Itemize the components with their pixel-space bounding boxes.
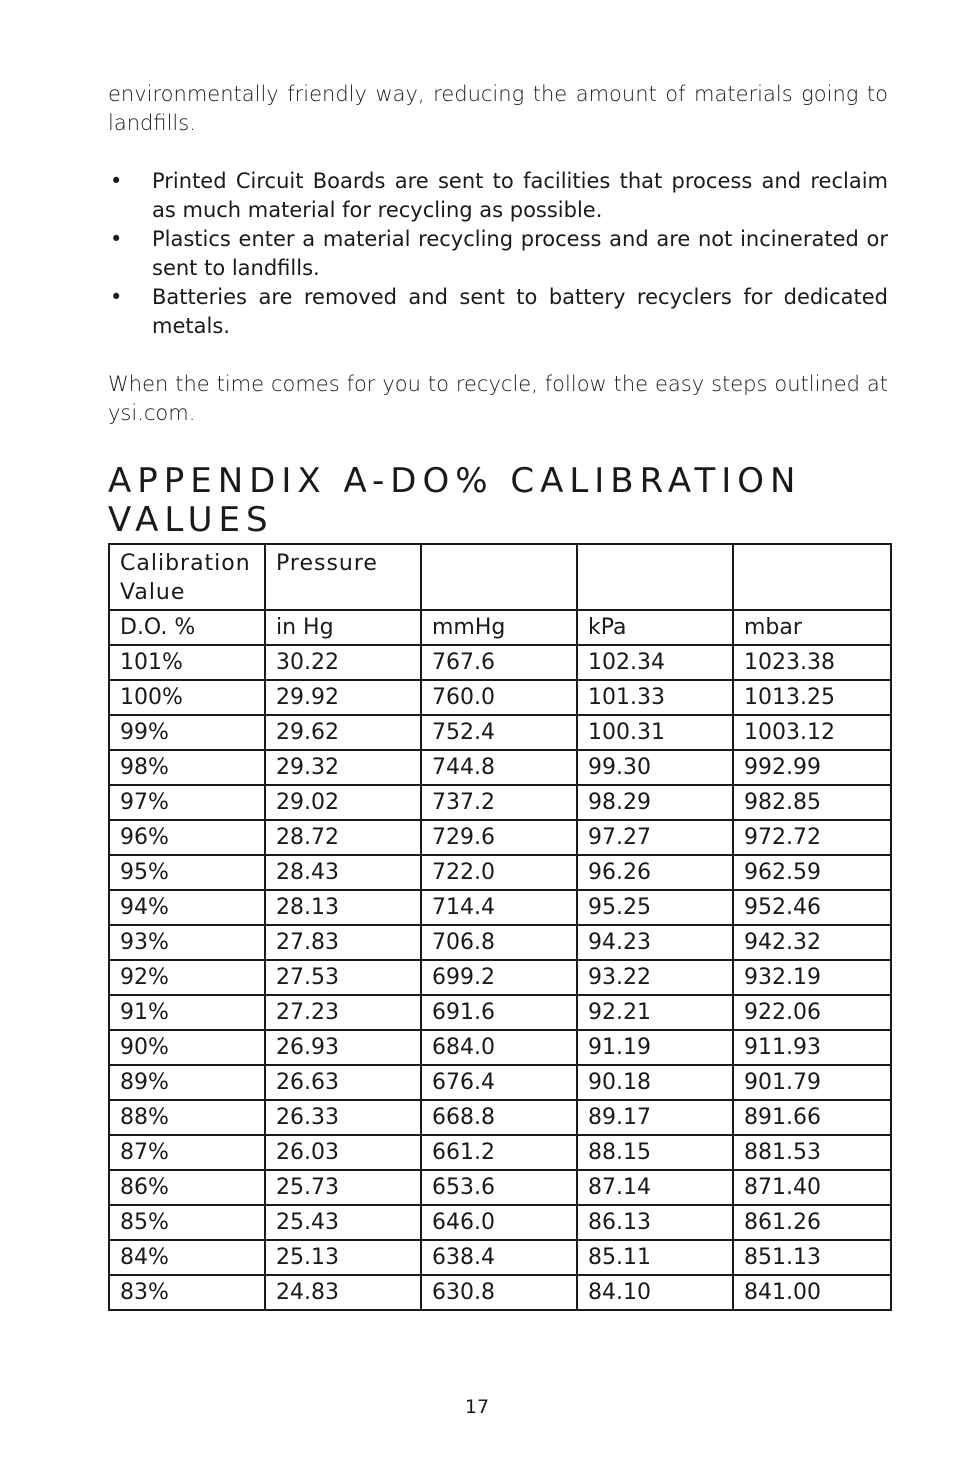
- header-pressure: Pressure: [265, 544, 421, 610]
- appendix-title: APPENDIX A-DO% CALIBRATION VALUES: [108, 461, 802, 540]
- cell-do-percent: 88%: [109, 1100, 265, 1135]
- page-content: [108, 80, 888, 544]
- cell-mmhg: 706.8: [421, 925, 577, 960]
- cell-mmhg: 767.6: [421, 645, 577, 680]
- bullet-item-circuit-boards: [108, 167, 888, 225]
- bullet-text: Plastics enter a material recycling process and are not incinerated or sent to landfills.: [152, 227, 888, 280]
- cell-do-percent: 101%: [109, 645, 265, 680]
- cell-do-percent: 93%: [109, 925, 265, 960]
- cell-mbar: 992.99: [733, 750, 891, 785]
- header-calibration-value: Calibration Value: [109, 544, 265, 610]
- cell-mmhg: 684.0: [421, 1030, 577, 1065]
- cell-in-hg: 26.03: [265, 1135, 421, 1170]
- cell-kpa: 86.13: [577, 1205, 733, 1240]
- cell-kpa: 102.34: [577, 645, 733, 680]
- cell-mbar: 982.85: [733, 785, 891, 820]
- cell-mmhg: 668.8: [421, 1100, 577, 1135]
- table-row: [109, 855, 891, 890]
- table-row: [109, 925, 891, 960]
- cell-mbar: 861.26: [733, 1205, 891, 1240]
- cell-do-percent: 98%: [109, 750, 265, 785]
- cell-mmhg: 691.6: [421, 995, 577, 1030]
- table-row: [109, 680, 891, 715]
- cell-mbar: 1023.38: [733, 645, 891, 680]
- calibration-table-body: [109, 544, 891, 1310]
- cell-in-hg: 28.72: [265, 820, 421, 855]
- cell-kpa: 85.11: [577, 1240, 733, 1275]
- table-row: [109, 1135, 891, 1170]
- table-row: [109, 820, 891, 855]
- cell-mmhg: 638.4: [421, 1240, 577, 1275]
- cell-mmhg: 676.4: [421, 1065, 577, 1100]
- table-row: [109, 715, 891, 750]
- bullet-icon: •: [110, 227, 123, 251]
- unit-kpa: kPa: [577, 610, 733, 645]
- cell-mmhg: 737.2: [421, 785, 577, 820]
- bullet-text: Printed Circuit Boards are sent to facilities that process and reclaim as much material for recycling as possible.: [152, 169, 888, 222]
- cell-do-percent: 87%: [109, 1135, 265, 1170]
- closing-paragraph: When the time comes for you to recycle, follow the easy steps outlined at ysi.com.: [108, 372, 888, 425]
- unit-do-percent: D.O. %: [109, 610, 265, 645]
- bullet-item-batteries: [108, 283, 888, 341]
- cell-do-percent: 95%: [109, 855, 265, 890]
- cell-kpa: 89.17: [577, 1100, 733, 1135]
- cell-mmhg: 722.0: [421, 855, 577, 890]
- header-blank: [733, 544, 891, 610]
- cell-in-hg: 29.32: [265, 750, 421, 785]
- cell-in-hg: 30.22: [265, 645, 421, 680]
- cell-mmhg: 699.2: [421, 960, 577, 995]
- cell-in-hg: 27.23: [265, 995, 421, 1030]
- cell-do-percent: 92%: [109, 960, 265, 995]
- cell-do-percent: 89%: [109, 1065, 265, 1100]
- cell-mmhg: 661.2: [421, 1135, 577, 1170]
- cell-kpa: 100.31: [577, 715, 733, 750]
- cell-do-percent: 86%: [109, 1170, 265, 1205]
- table-row: [109, 995, 891, 1030]
- cell-do-percent: 91%: [109, 995, 265, 1030]
- cell-do-percent: 90%: [109, 1030, 265, 1065]
- unit-in-hg: in Hg: [265, 610, 421, 645]
- cell-kpa: 92.21: [577, 995, 733, 1030]
- table-row: [109, 645, 891, 680]
- cell-kpa: 94.23: [577, 925, 733, 960]
- cell-mbar: 1013.25: [733, 680, 891, 715]
- recycling-bullet-list: [108, 167, 888, 341]
- cell-kpa: 95.25: [577, 890, 733, 925]
- cell-do-percent: 100%: [109, 680, 265, 715]
- cell-in-hg: 29.62: [265, 715, 421, 750]
- cell-kpa: 101.33: [577, 680, 733, 715]
- cell-mbar: 851.13: [733, 1240, 891, 1275]
- bullet-item-plastics: [108, 225, 888, 283]
- cell-mbar: 932.19: [733, 960, 891, 995]
- cell-mmhg: 630.8: [421, 1275, 577, 1310]
- cell-mmhg: 646.0: [421, 1205, 577, 1240]
- cell-kpa: 91.19: [577, 1030, 733, 1065]
- table-row: [109, 1065, 891, 1100]
- cell-do-percent: 99%: [109, 715, 265, 750]
- cell-in-hg: 27.53: [265, 960, 421, 995]
- cell-mbar: 901.79: [733, 1065, 891, 1100]
- table-row: [109, 1240, 891, 1275]
- table-row: [109, 960, 891, 995]
- bullet-text: Batteries are removed and sent to battery recyclers for dedicated metals.: [152, 285, 888, 338]
- cell-do-percent: 96%: [109, 820, 265, 855]
- table-row: [109, 1170, 891, 1205]
- cell-mbar: 891.66: [733, 1100, 891, 1135]
- cell-mbar: 911.93: [733, 1030, 891, 1065]
- cell-mbar: 972.72: [733, 820, 891, 855]
- cell-kpa: 87.14: [577, 1170, 733, 1205]
- cell-in-hg: 29.02: [265, 785, 421, 820]
- cell-in-hg: 29.92: [265, 680, 421, 715]
- table-row: [109, 1275, 891, 1310]
- table-header-row: [109, 544, 891, 610]
- cell-mbar: 881.53: [733, 1135, 891, 1170]
- table-row: [109, 1030, 891, 1065]
- cell-mbar: 871.40: [733, 1170, 891, 1205]
- cell-kpa: 93.22: [577, 960, 733, 995]
- cell-mbar: 942.32: [733, 925, 891, 960]
- cell-in-hg: 28.13: [265, 890, 421, 925]
- cell-do-percent: 97%: [109, 785, 265, 820]
- bullet-icon: •: [110, 169, 123, 193]
- cell-mbar: 922.06: [733, 995, 891, 1030]
- cell-in-hg: 28.43: [265, 855, 421, 890]
- cell-in-hg: 25.43: [265, 1205, 421, 1240]
- cell-mmhg: 744.8: [421, 750, 577, 785]
- cell-do-percent: 94%: [109, 890, 265, 925]
- cell-in-hg: 26.93: [265, 1030, 421, 1065]
- cell-kpa: 98.29: [577, 785, 733, 820]
- table-units-row: [109, 610, 891, 645]
- cell-in-hg: 26.33: [265, 1100, 421, 1135]
- cell-kpa: 99.30: [577, 750, 733, 785]
- calibration-table: [108, 543, 892, 1311]
- cell-mbar: 1003.12: [733, 715, 891, 750]
- cell-kpa: 96.26: [577, 855, 733, 890]
- header-blank: [577, 544, 733, 610]
- table-row: [109, 1100, 891, 1135]
- cell-mmhg: 653.6: [421, 1170, 577, 1205]
- table-row: [109, 890, 891, 925]
- cell-do-percent: 83%: [109, 1275, 265, 1310]
- table-row: [109, 1205, 891, 1240]
- header-blank: [421, 544, 577, 610]
- cell-mbar: 952.46: [733, 890, 891, 925]
- cell-in-hg: 25.13: [265, 1240, 421, 1275]
- cell-in-hg: 26.63: [265, 1065, 421, 1100]
- unit-mbar: mbar: [733, 610, 891, 645]
- cell-do-percent: 85%: [109, 1205, 265, 1240]
- cell-do-percent: 84%: [109, 1240, 265, 1275]
- cell-in-hg: 25.73: [265, 1170, 421, 1205]
- cell-in-hg: 27.83: [265, 925, 421, 960]
- cell-mmhg: 752.4: [421, 715, 577, 750]
- bullet-icon: •: [110, 285, 123, 309]
- table-row: [109, 785, 891, 820]
- cell-in-hg: 24.83: [265, 1275, 421, 1310]
- unit-mmhg: mmHg: [421, 610, 577, 645]
- table-row: [109, 750, 891, 785]
- page-number: 17: [464, 1396, 490, 1418]
- cell-mmhg: 729.6: [421, 820, 577, 855]
- cell-mmhg: 760.0: [421, 680, 577, 715]
- cell-mbar: 962.59: [733, 855, 891, 890]
- cell-mbar: 841.00: [733, 1275, 891, 1310]
- intro-paragraph: environmentally friendly way, reducing the amount of materials going to landfills.: [108, 82, 888, 135]
- cell-kpa: 90.18: [577, 1065, 733, 1100]
- cell-kpa: 88.15: [577, 1135, 733, 1170]
- cell-mmhg: 714.4: [421, 890, 577, 925]
- cell-kpa: 97.27: [577, 820, 733, 855]
- cell-kpa: 84.10: [577, 1275, 733, 1310]
